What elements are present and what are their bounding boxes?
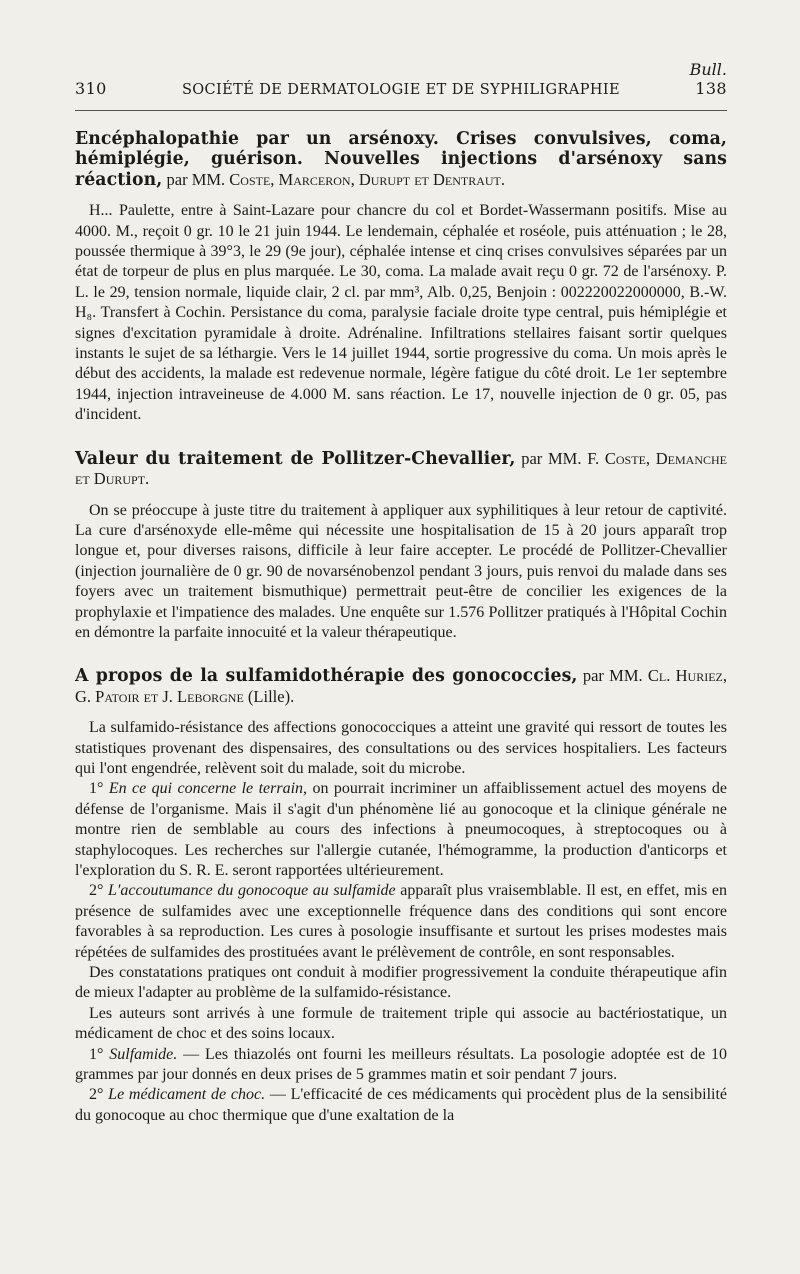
page-number: 310 <box>75 79 107 98</box>
article1-by: par MM. <box>166 169 226 189</box>
point2-heading: L'accoutumance du gonocoque au sulfamide <box>108 882 396 900</box>
point1-heading: En ce qui concerne le terrain, <box>108 780 308 798</box>
article3-formule-paragraph: Les auteurs sont arrivés à une formule de traitement triple qui associe au bactériostatique, un médicament de choc et des soins locaux. <box>75 1004 727 1043</box>
article2-authors: Coste, Demanche et Durupt. <box>75 448 727 489</box>
article3-location: (Lille). <box>247 686 295 706</box>
article2-title: Valeur du traitement de Pollitzer-Chevallier, <box>75 448 516 469</box>
article3-authors: Cl. Huriez, G. Patoir et J. Leborgne <box>75 666 728 706</box>
point1-text: on pourrait incriminer un affaiblissement actuel des moyens de défense de l'organisme. Mais il s'agit d'un phénomène lié au gonocoque et la clinique générale ne montre rien de semblable au cours des infections à pneumocoques, à streptocoques ou à staphylocoques. Les recherches sur l'allergie cutanée, l'hémogramme, la production d'anticorps et l'exploration du S. R. E. seront rapportées ultérieurement. <box>75 780 728 879</box>
running-title: SOCIÉTÉ DE DERMATOLOGIE ET DE SYPHILIGRAPHIE <box>181 82 621 98</box>
article2-heading <box>75 449 727 490</box>
article3-title: A propos de la sulfamidothérapie des gonococcies, <box>75 666 578 687</box>
article1-paragraph: H... Paulette, entre à Saint-Lazare pour chancre du col et Bordet-Wassermann positifs. Mise au 4000. M., reçoit 0 gr. 10 le 21 juin 1944. Le lendemain, céphalée et roséole, puis atténuation ; le 28, poussée thermique à 39°3, le 29 (9e jour), céphalée intense et cinq crises convulsives séparées par un état de torpeur de plus en plus marquée. Le 30, coma. La malade avait reçu 0 gr. 72 de l'arsénoxy. P. L. le 29, tension normale, liquide clair, 2 cl. par mm³, Alb. 0,25, Benjoin : 002220022000000, B.-W. H₈. Transfert à Cochin. Persistance du coma, paralysie faciale droite type central, puis hémiplégie et signes d'excitation pyramidale à droite. Adrénaline. Infiltrations stellaires faisant sortir quelques instants le sujet de sa léthargie. Vers le 14 juillet 1944, sortie progressive du coma. Un mois après le début des accidents, la malade est redevenue normale, légère fatigue du côté droit. Le 1er septembre 1944, injection intraveineuse de 4.000 M. sans réaction. Le 17, nouvelle injection de 0 gr. 05, pas d'incident. <box>75 202 727 424</box>
treatment1-text: — Les thiazolés ont fourni les meilleurs résultats. La posologie adoptée est de 10 grammes par jour donnés en deux prises de 5 grammes matin et soir pendant 7 jours. <box>75 1045 728 1084</box>
bull-annotation: Bull. <box>689 60 727 79</box>
point2-text: apparaît plus vraisemblable. Il est, en effet, mis en présence de sulfamides avec une exceptionnelle fréquence dans des conditions qui sont encore favorables à sa reproduction. Les cures à posologie insuffisante et surtout les prises modestes mais répétées de sulfamides des prostituées avant le prélèvement de contrôle, en sont responsables. <box>75 882 728 961</box>
header-rule <box>75 110 727 111</box>
article3-intro-paragraph: La sulfamido-résistance des affections gonococciques a atteint une gravité qui ressort de toutes les statistiques provenant des dispensaires, des consultations ou des services hospitaliers. Les facteurs qui l'ont engendrée, relèvent soit du malade, soit du microbe. <box>75 719 727 777</box>
article1-heading <box>75 129 727 190</box>
article3-treatment2 <box>75 1085 727 1126</box>
article2-by: par MM. F. <box>521 448 600 468</box>
article3-constatations-paragraph: Des constatations pratiques ont conduit à modifier progressivement la conduite thérapeutique afin de mieux l'adapter au problème de la sulfamido-résistance. <box>75 964 727 1002</box>
article1-authors: Coste, Marceron, Durupt et Dentraut. <box>229 169 506 189</box>
article3-point1 <box>75 779 727 881</box>
journal-page-number: 138 <box>695 79 727 98</box>
treatment2-heading: Le médicament de choc. <box>108 1086 266 1104</box>
article3-treatment1 <box>75 1045 727 1086</box>
article3-by: par MM. <box>582 666 643 686</box>
treatment2-number: 2° <box>89 1086 104 1104</box>
article2-paragraph: On se préoccupe à juste titre du traitement à appliquer aux syphilitiques à leur retour de captivité. La cure d'arsénoxyde elle-même qui nécessite une hospitalisation de 15 à 20 jours apparaît trop longue et, pour diverses raisons, difficile à leur faire accepter. Le procédé de Pollitzer-Chevallier (injection journalière de 0 gr. 90 de novarsénobenzol pendant 3 jours, puis renvoi du malade dans ses foyers avec un traitement bismuthique) permettrait peut-être de concilier les exigences de la prophylaxie et l'impatience des malades. Une enquête sur 1.576 Pollitzer pratiqués à l'Hôpital Cochin en démontre la parfaite innocuité et la valeur thérapeutique. <box>75 501 727 641</box>
point1-number: 1° <box>89 780 104 798</box>
article3-point2 <box>75 881 727 963</box>
point2-number: 2° <box>89 882 104 900</box>
article3-heading <box>75 666 727 707</box>
article-body <box>75 126 727 1126</box>
article1-title: Encéphalopathie par un arsénoxy. Crises convulsives, coma, hémiplégie, guérison. Nouvelles injections d'arsénoxy sans réaction, <box>75 129 727 190</box>
treatment2-text: — L'efficacité de ces médicaments qui procèdent plus de la sensibilité du gonocoque au choc thermique que d'une exaltation de la <box>75 1086 728 1124</box>
running-head <box>75 79 727 98</box>
treatment1-heading: Sulfamide. <box>109 1045 178 1063</box>
treatment1-number: 1° <box>89 1045 104 1063</box>
